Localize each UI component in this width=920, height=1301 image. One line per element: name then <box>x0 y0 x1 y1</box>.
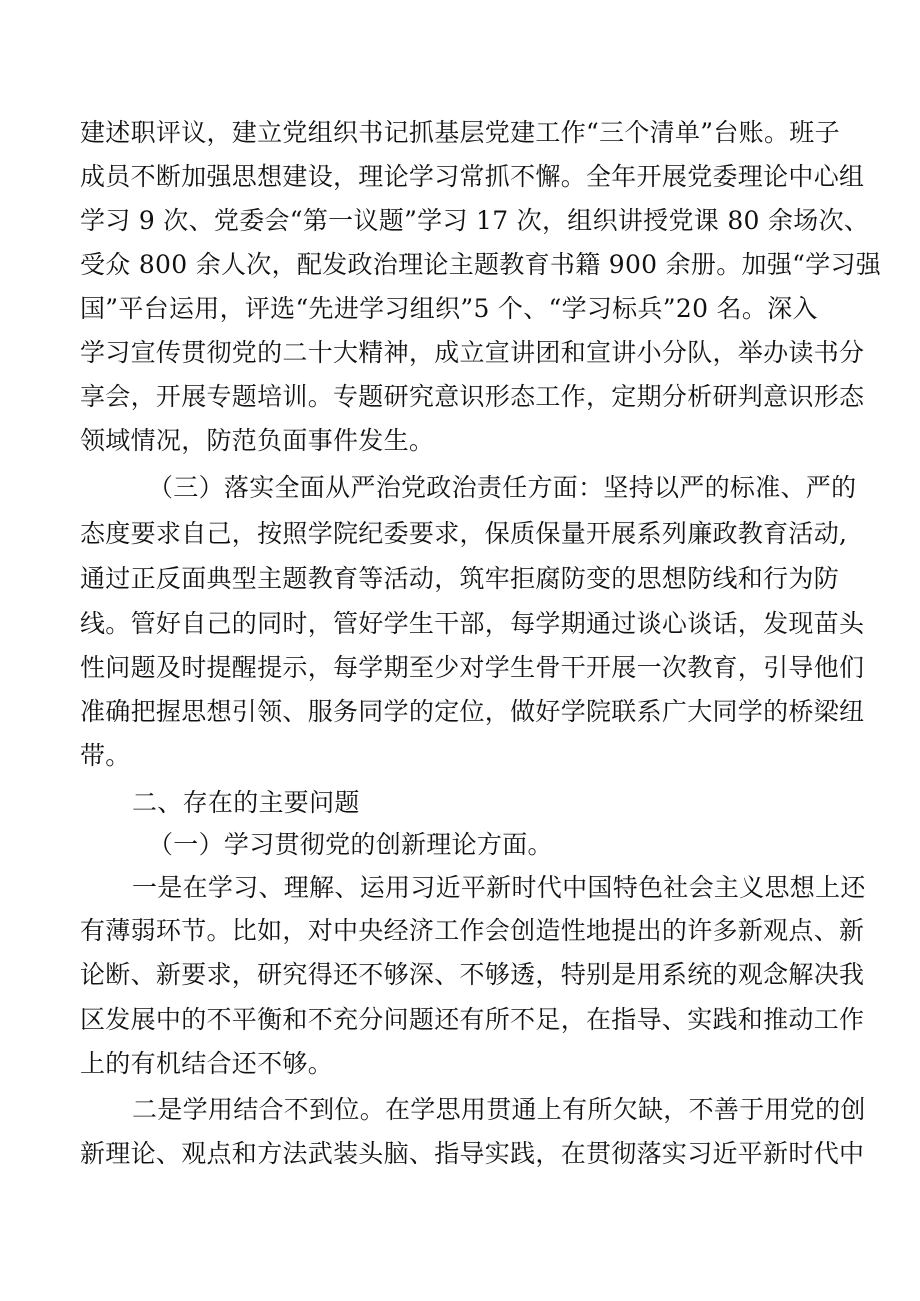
text-line: 学习宣传贯彻党的二十大精神，成立宣讲团和宣讲小分队，举办读书分 <box>80 338 865 367</box>
text-line: 一是在学习、理解、运用习近平新时代中国特色社会主义思想上还 <box>132 873 866 902</box>
section-heading: （三）落实全面从严治党政治责任方面：坚持以严的标准、严的 <box>148 473 857 502</box>
text-line: 成员不断加强思想建设，理论学习常抓不懈。全年开展党委理论中心组 <box>80 162 865 191</box>
text-line: 二是学用结合不到位。在学思用贯通上有所欠缺，不善于用党的创 <box>132 1095 866 1124</box>
text-line: 区发展中的不平衡和不充分问题还有所不足，在指导、实践和推动工作 <box>80 1005 865 1034</box>
text-line: 有薄弱环节。比如，对中央经济工作会创造性地提出的许多新观点、新 <box>80 916 865 945</box>
text-line: 通过正反面典型主题教育等活动，筑牢拒腐防变的思想防线和行为防 <box>80 564 840 593</box>
text-line: 享会，开展专题培训。专题研究意识形态工作，定期分析研判意识形态 <box>80 382 865 411</box>
text-line: 准确把握思想引领、服务同学的定位，做好学院联系广大同学的桥梁纽 <box>80 697 865 726</box>
text-line: 带。 <box>80 741 131 770</box>
text-line: 国”平台运用，评选“先进学习组织”5 个、“学习标兵”20 名。深入 <box>80 294 818 323</box>
section-heading: （一）学习贯彻党的创新理论方面。 <box>148 830 553 859</box>
text-line: 上的有机结合还不够。 <box>80 1049 334 1078</box>
chapter-heading: 二、存在的主要问题 <box>132 788 360 817</box>
text-line: 领域情况，防范负面事件发生。 <box>80 426 435 455</box>
text-line: 新理论、观点和方法武装头脑、指导实践，在贯彻落实习近平新时代中 <box>80 1139 865 1168</box>
text-line: 态度要求自己，按照学院纪委要求，保质保量开展系列廉政教育活动, <box>80 519 848 548</box>
text-line: 学习 9 次、党委会“第一议题”学习 17 次，组织讲授党课 80 余场次、 <box>80 206 870 235</box>
text-line: 建述职评议，建立党组织书记抓基层党建工作“三个清单”台账。班子 <box>80 118 840 147</box>
text-line: 性问题及时提醒提示，每学期至少对学生骨干开展一次教育，引导他们 <box>80 653 865 682</box>
text-line: 受众 800 余人次，配发政治理论主题教育书籍 900 余册。加强“学习强 <box>80 250 882 279</box>
text-line: 线。管好自己的同时，管好学生干部，每学期通过谈心谈话，发现苗头 <box>80 609 865 638</box>
text-line: 论断、新要求，研究得还不够深、不够透，特别是用系统的观念解决我 <box>80 960 865 989</box>
